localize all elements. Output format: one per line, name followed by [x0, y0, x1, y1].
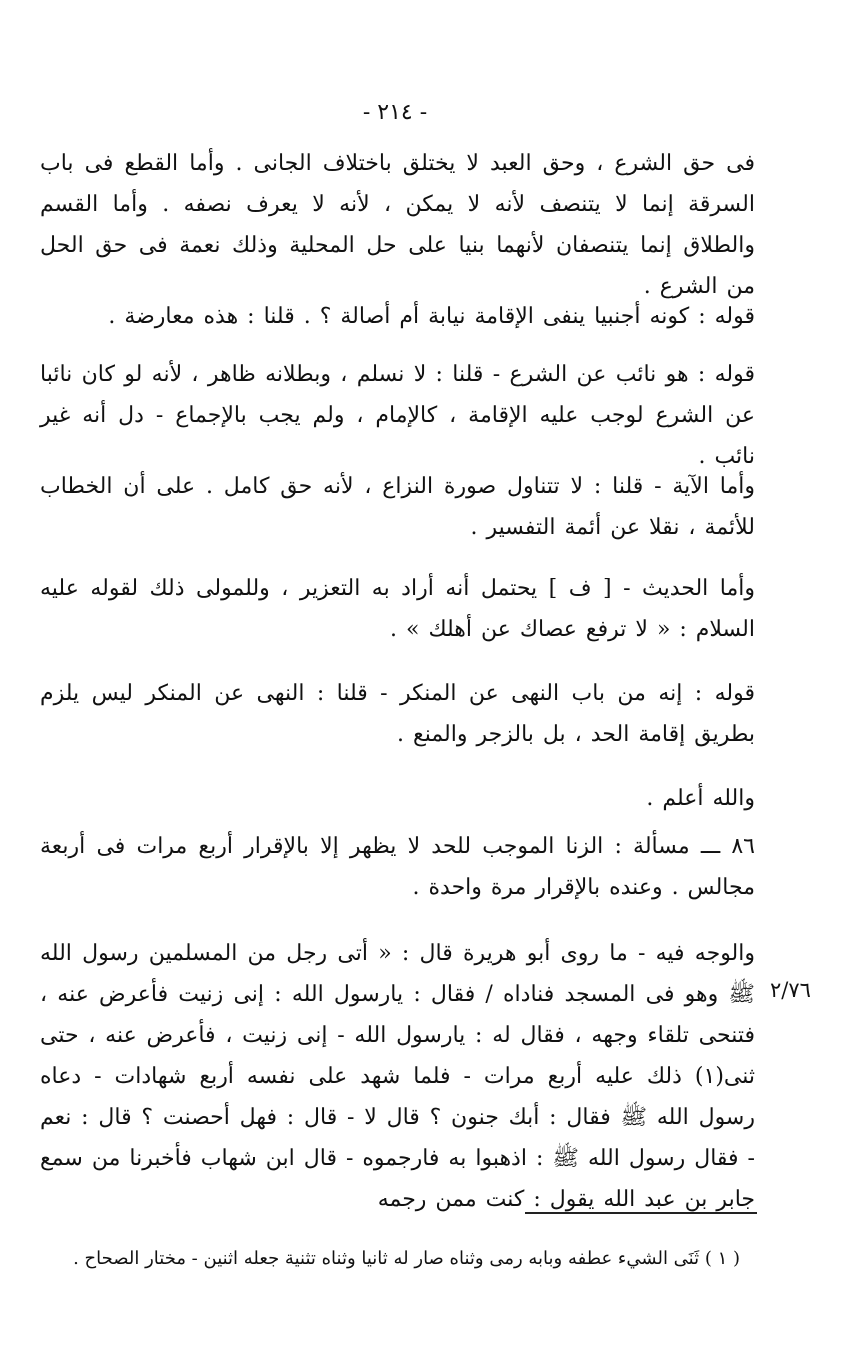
paragraph-text: ٨٦ ـــ مسألة : الزنا الموجب للحد لا يظهر إلا بالإقرار أربع مرات فى أربعة مجالس . وعنده بالإقرار مرة واحدة . [40, 834, 755, 900]
page-number: - ٢١٤ - [362, 100, 428, 125]
footnote: ( ١ ) ثَنَى الشيء عطفه وبابه رمى وثناه صار له ثانيا وثناه تثنية جعله اثنين - مختار الصحاح . [73, 1248, 740, 1269]
paragraph-text: والوجه فيه - ما روى أبو هريرة قال : « أتى رجل من المسلمين رسول الله ﷺ وهو فى المسجد فناداه / فقال : يارسول الله : إنى زنيت فأعرض عنه ، فتنحى تلقاء وجهه ، فقال له : يارسول الله - إنى زنيت ، فأعرض عنه ، حتى ثنى(١) ذلك عليه أربع مرات - فلما شهد على نفسه أربع شهادات - دعاه رسول الله ﷺ فقال : أبك جنون ؟ قال لا - قال : فهل أحصنت ؟ قال : نعم - فقال رسول الله ﷺ : اذهبوا به فارجموه - قال ابن شهاب فأخبرنا من سمع جابر بن عبد الله يقول : كنت ممن رجمه [40, 941, 755, 1212]
paragraph [40, 568, 755, 650]
paragraph [40, 933, 755, 1220]
paragraph-text: فى حق الشرع ، وحق العبد لا يختلق باختلاف الجانى . وأما القطع فى باب السرقة إنما لا يتنصف لأنه لا يمكن ، لأنه لا يعرف نصفه . وأما القسم والطلاق إنما يتنصفان لأنهما بنيا على حل المحلية وذلك نعمة فى حق الحل من الشرع . [40, 151, 755, 299]
paragraph [40, 778, 755, 819]
paragraph [40, 466, 755, 548]
paragraph-text: وأما الحديث - [ ف ] يحتمل أنه أراد به التعزير ، وللمولى ذلك لقوله عليه السلام : « لا ترفع عصاك عن أهلك » . [40, 576, 755, 642]
paragraph [40, 143, 755, 307]
marginal-reference: ٢/٧٦ [770, 978, 811, 1002]
paragraph-text: والله أعلم . [646, 786, 755, 811]
paragraph-text: قوله : كونه أجنبيا ينفى الإقامة نيابة أم أصالة ؟ . قلنا : هذه معارضة . [108, 304, 755, 329]
paragraph-text: قوله : إنه من باب النهى عن المنكر - قلنا : النهى عن المنكر ليس يلزم بطريق إقامة الحد ، بل بالزجر والمنع . [40, 681, 755, 747]
paragraph-text: وأما الآية - قلنا : لا تتناول صورة النزاع ، لأنه حق كامل . على أن الخطاب للأئمة ، نقلا عن أئمة التفسير . [40, 474, 755, 540]
paragraph [40, 673, 755, 755]
paragraph [40, 296, 755, 337]
paragraph-text: قوله : هو نائب عن الشرع - قلنا : لا نسلم ، وبطلانه ظاهر ، لأنه لو كان نائبا عن الشرع لوجب عليه الإقامة ، كالإمام ، ولم يجب بالإجماع - دل أنه غير نائب . [40, 362, 755, 469]
paragraph [40, 826, 755, 908]
paragraph [40, 354, 755, 477]
footnote-divider [525, 1212, 757, 1214]
